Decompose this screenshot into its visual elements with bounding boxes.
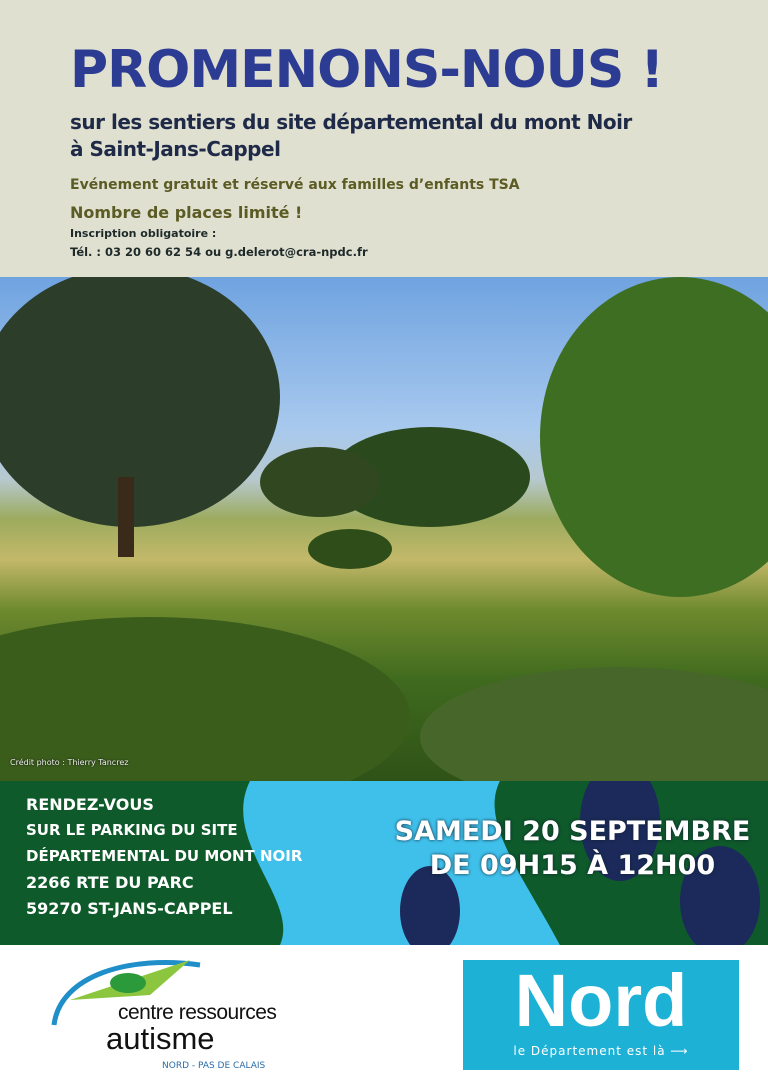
address-line: DÉPARTEMENTAL DU MONT NOIR: [26, 847, 303, 865]
park-illustration: [0, 277, 768, 781]
event-datetime: [380, 815, 765, 883]
park-photo: [0, 277, 768, 781]
event-info-band: [0, 781, 768, 945]
header: [0, 0, 768, 277]
address-line: SUR LE PARKING DU SITE: [26, 821, 238, 839]
cra-line3: NORD - PAS DE CALAIS: [162, 1061, 266, 1071]
event-note: Evénement gratuit et réservé aux familles d’enfants TSA: [70, 177, 520, 193]
subtitle: sur les sentiers du site départemental du mont Noir: [70, 110, 632, 134]
limited-places: Nombre de places limité !: [70, 203, 303, 222]
cedar-tree: [0, 277, 280, 527]
nord-tagline: le Département est là ⟶: [513, 1044, 689, 1058]
cra-line2: autisme: [106, 1021, 215, 1056]
nord-logo: [463, 960, 739, 1070]
event-time: DE 09H15 À 12H00: [429, 850, 716, 881]
foreground-foliage: [0, 617, 410, 781]
page-title: PROMENONS-NOUS !: [70, 40, 664, 100]
right-trees: [540, 277, 768, 597]
event-date: SAMEDI 20 SEPTEMBRE: [394, 816, 751, 847]
footer: [0, 945, 768, 1086]
nord-title: Nord: [514, 959, 688, 1042]
bush: [308, 529, 392, 569]
foreground-plants: [420, 667, 768, 781]
address-line: 59270 ST-JANS-CAPPEL: [26, 899, 233, 918]
cra-line1: centre ressources: [118, 1001, 277, 1024]
tree-trunk: [118, 477, 134, 557]
address-line: RENDEZ-VOUS: [26, 795, 154, 814]
cra-logo: [50, 955, 320, 1075]
subtitle-location: à Saint-Jans-Cappel: [70, 137, 281, 161]
tree-cluster: [260, 447, 380, 517]
contact-info: Tél. : 03 20 60 62 54 ou g.delerot@cra-npdc.fr: [70, 245, 368, 259]
registration-label: Inscription obligatoire :: [70, 227, 217, 240]
address-line: 2266 RTE DU PARC: [26, 873, 194, 892]
photo-credit: Crédit photo : Thierry Tancrez: [10, 758, 129, 767]
